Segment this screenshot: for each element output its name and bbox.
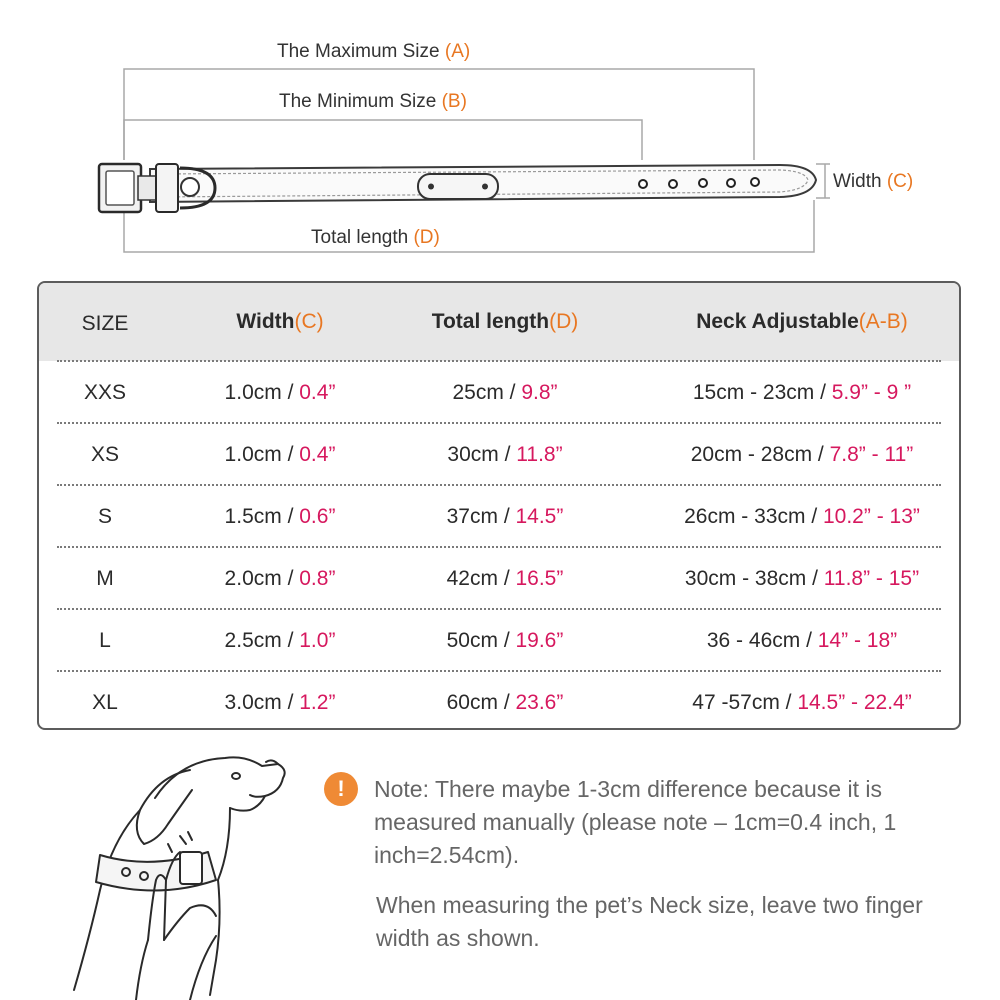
dimension-lines (124, 69, 830, 252)
header-neck-key: (A-B) (858, 310, 908, 333)
width-metric: 1.0cm / (224, 381, 300, 404)
header-total-length-key: (D) (549, 310, 579, 333)
neck-metric: 26cm - 33cm / (684, 505, 823, 528)
width-metric: 3.0cm / (224, 691, 300, 714)
length-metric: 37cm / (446, 505, 516, 528)
size-cell: XS (90, 443, 120, 466)
header-total-length (432, 311, 579, 332)
width-cell (225, 692, 336, 713)
size-cell: S (97, 505, 113, 528)
width-label (833, 171, 913, 193)
header-width (236, 311, 323, 332)
table-header (39, 283, 959, 361)
min-size-text: The Minimum Size (279, 91, 437, 112)
width-metric: 1.0cm / (224, 443, 300, 466)
width-imperial: 1.0” (299, 629, 336, 652)
length-cell (447, 568, 564, 589)
row-separator (57, 422, 941, 424)
dog-measuring-illustration (40, 740, 320, 1000)
header-width-text: Width (236, 310, 295, 333)
max-size-text: The Maximum Size (277, 41, 440, 62)
width-key: (C) (886, 171, 914, 192)
header-total-length-text: Total length (431, 310, 550, 333)
neck-cell (693, 382, 911, 403)
neck-imperial: 14” - 18” (817, 629, 898, 652)
neck-metric: 47 -57cm / (692, 691, 798, 714)
width-imperial: 0.8” (299, 567, 336, 590)
row-separator (57, 670, 941, 672)
neck-metric: 15cm - 23cm / (692, 381, 832, 404)
size-chart-table (37, 281, 961, 730)
width-cell (225, 568, 336, 589)
measuring-tip: When measuring the pet’s Neck size, leave two finger width as shown. (376, 892, 923, 951)
neck-cell (684, 506, 920, 527)
collar-diagram (0, 0, 1000, 270)
width-imperial: 0.4” (299, 381, 336, 404)
size-cell: M (96, 567, 114, 590)
neck-imperial: 11.8” - 15” (823, 567, 920, 590)
collar-illustration (0, 0, 1000, 270)
width-metric: 1.5cm / (224, 505, 300, 528)
header-width-key: (C) (294, 310, 324, 333)
neck-metric: 36 - 46cm / (706, 629, 818, 652)
total-length-key: (D) (413, 227, 440, 248)
length-metric: 50cm / (446, 629, 516, 652)
row-separator (57, 546, 941, 548)
width-cell (225, 382, 336, 403)
size-cell: XXS (83, 381, 127, 404)
length-imperial: 14.5” (515, 505, 564, 528)
width-metric: 2.5cm / (224, 629, 300, 652)
row-separator (57, 608, 941, 610)
length-cell (447, 692, 564, 713)
exclamation-icon: ! (324, 772, 358, 806)
length-metric: 30cm / (447, 443, 517, 466)
row-separator (57, 360, 941, 362)
size-cell: XL (92, 691, 118, 714)
length-imperial: 16.5” (515, 567, 564, 590)
length-imperial: 19.6” (515, 629, 564, 652)
header-neck-adjustable (696, 311, 908, 332)
width-text: Width (833, 171, 882, 192)
width-cell (225, 630, 336, 651)
neck-imperial: 7.8” - 11” (829, 443, 914, 466)
width-imperial: 0.6” (299, 505, 336, 528)
min-size-label (279, 91, 467, 113)
length-cell (447, 444, 562, 465)
length-metric: 42cm / (446, 567, 516, 590)
length-metric: 60cm / (446, 691, 516, 714)
length-imperial: 23.6” (515, 691, 564, 714)
width-cell (225, 506, 336, 527)
length-cell (447, 630, 564, 651)
neck-imperial: 5.9” - 9 ” (831, 381, 912, 404)
header-size: SIZE (81, 312, 129, 335)
width-imperial: 0.4” (299, 443, 336, 466)
min-size-key: (B) (441, 91, 467, 112)
total-length-label (311, 227, 440, 249)
neck-cell (692, 692, 911, 713)
width-cell (225, 444, 336, 465)
neck-cell (707, 630, 897, 651)
size-cell: L (99, 629, 111, 652)
length-cell (452, 382, 557, 403)
max-size-key: (A) (444, 41, 471, 62)
header-neck-text: Neck Adjustable (696, 310, 859, 333)
row-separator (57, 484, 941, 486)
length-imperial: 11.8” (516, 443, 563, 466)
width-imperial: 1.2” (299, 691, 336, 714)
measurement-note: Note: There maybe 1-3cm difference because it is measured manually (please note – 1cm=0.4 inch, 1 inch=2.54cm). (374, 776, 897, 868)
length-metric: 25cm / (452, 381, 522, 404)
length-cell (447, 506, 564, 527)
neck-cell (691, 444, 914, 465)
length-imperial: 9.8” (521, 381, 558, 404)
neck-metric: 30cm - 38cm / (684, 567, 824, 590)
neck-cell (685, 568, 919, 589)
max-size-label (277, 41, 470, 63)
neck-imperial: 14.5” - 22.4” (797, 691, 912, 714)
width-metric: 2.0cm / (224, 567, 300, 590)
collar-strap (99, 164, 816, 212)
neck-metric: 20cm - 28cm / (690, 443, 830, 466)
total-length-text: Total length (311, 227, 409, 248)
neck-imperial: 10.2” - 13” (822, 505, 920, 528)
